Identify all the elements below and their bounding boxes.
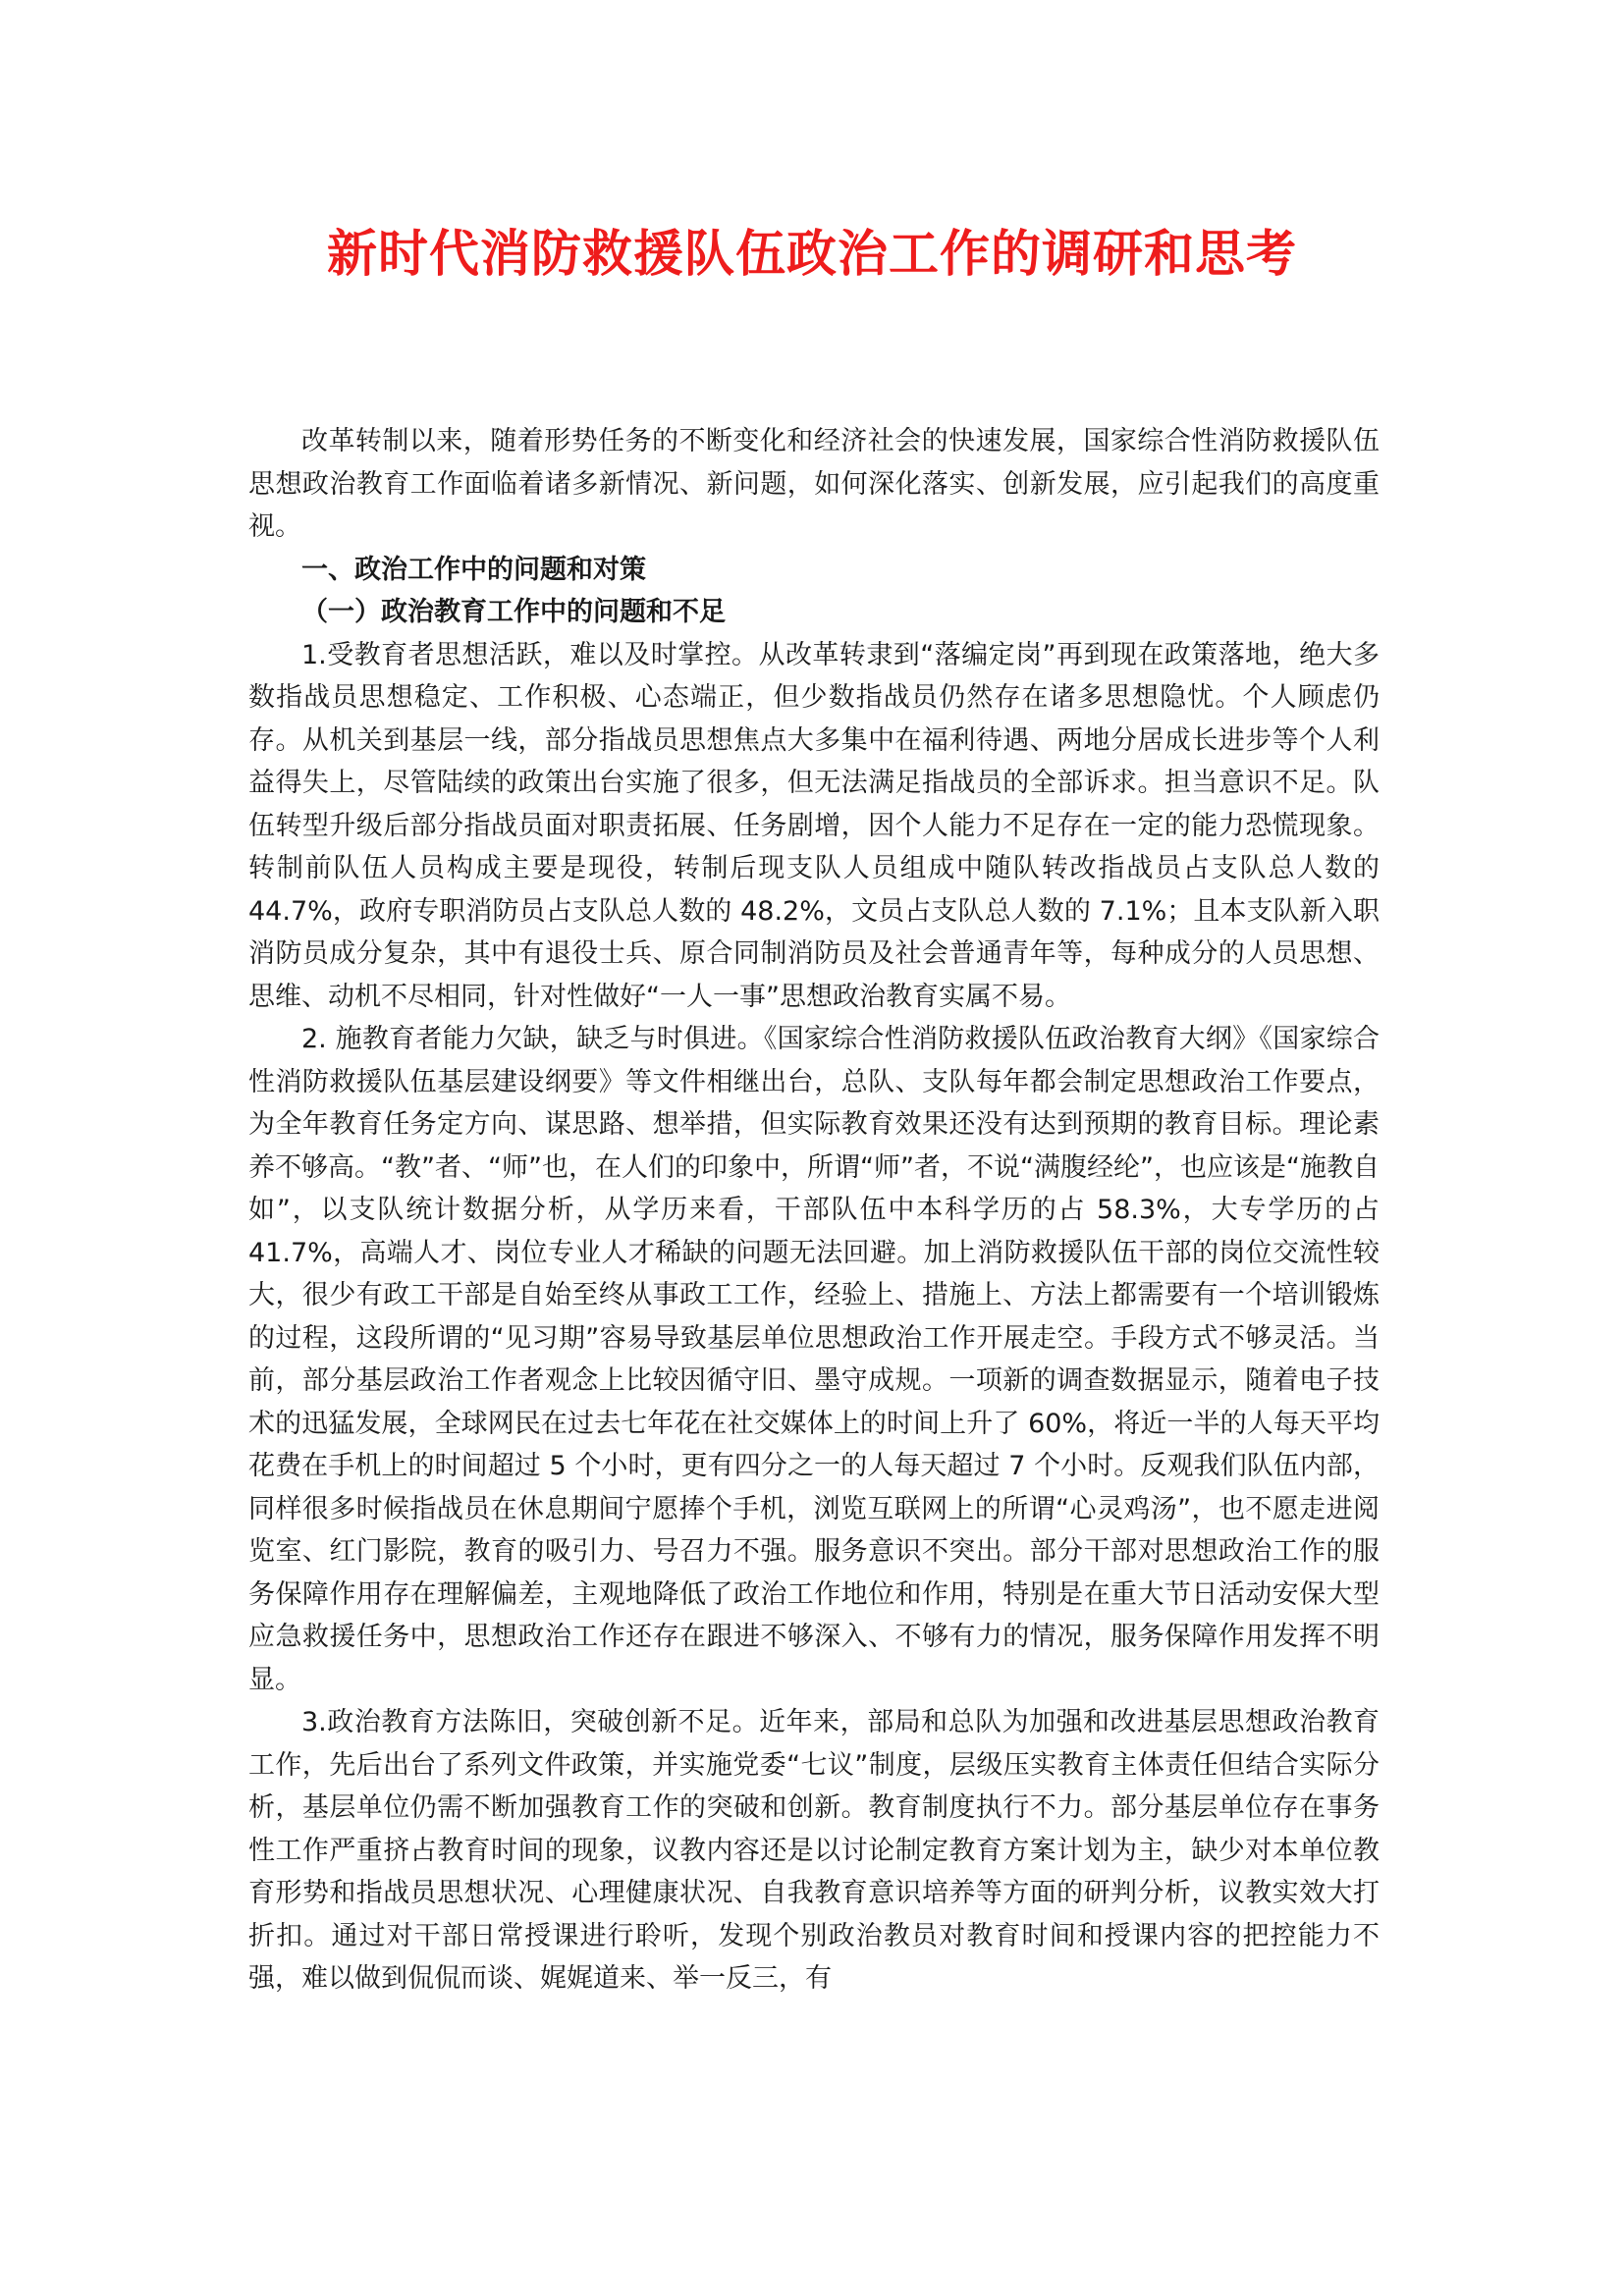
intro-paragraph: 改革转制以来，随着形势任务的不断变化和经济社会的快速发展，国家综合性消防救援队伍思想政治教育工作面临着诸多新情况、新问题，如何深化落实、创新发展，应引起我们的高度重视。 [248,426,1380,542]
body-paragraph-1: 1.受教育者思想活跃，难以及时掌控。从改革转隶到“落编定岗”再到现在政策落地，绝大多数指战员思想稳定、工作积极、心态端正，但少数指战员仍然存在诸多思想隐忧。个人顾虑仍存。从机关到基层一线，部分指战员思想焦点大多集中在福利待遇、两地分居成长进步等个人利益得失上，尽管陆续的政策出台实施了很多，但无法满足指战员的全部诉求。担当意识不足。队伍转型升级后部分指战员面对职责拓展、任务剧增，因个人能力不足存在一定的能力恐慌现象。转制前队伍人员构成主要是现役，转制后现支队人员组成中随队转改指战员占支队总人数的 44.7%，政府专职消防员占支队总人数的 48.2%，文员占支队总人数的 7.1%；且本支队新入职消防员成分复杂，其中有退役士兵、原合同制消防员及社会普通青年等，每种成分的人员思想、思维、动机不尽相同，针对性做好“一人一事”思想政治教育实属不易。 [248,639,1380,1012]
subsection-heading: （一）政治教育工作中的问题和不足 [301,597,726,627]
body-paragraph-2: 2. 施教育者能力欠缺，缺乏与时俱进。《国家综合性消防救援队伍政治教育大纲》《国家综合性消防救援队伍基层建设纲要》等文件相继出台，总队、支队每年都会制定思想政治工作要点，为全年教育任务定方向、谋思路、想举措，但实际教育效果还没有达到预期的教育目标。理论素养不够高。“教”者、“师”也，在人们的印象中，所谓“师”者，不说“满腹经纶”，也应该是“施教自如”，以支队统计数据分析，从学历来看，干部队伍中本科学历的占 58.3%，大专学历的占 41.7%，高端人才、岗位专业人才稀缺的问题无法回避。加上消防救援队伍干部的岗位交流性较大，很少有政工干部是自始至终从事政工工作，经验上、措施上、方法上都需要有一个培训锻炼的过程，这段所谓的“见习期”容易导致基层单位思想政治工作开展走空。手段方式不够灵活。当前，部分基层政治工作者观念上比较因循守旧、墨守成规。一项新的调查数据显示，随着电子技术的迅猛发展，全球网民在过去七年花在社交媒体上的时间上升了 60%，将近一半的人每天平均花费在手机上的时间超过 5 个小时，更有四分之一的人每天超过 7 个小时。反观我们队伍内部，同样很多时候指战员在休息期间宁愿捧个手机，浏览互联网上的所谓“心灵鸡汤”，也不愿走进阅览室、红门影院，教育的吸引力、号召力不强。服务意识不突出。部分干部对思想政治工作的服务保障作用存在理解偏差，主观地降低了政治工作地位和作用，特别是在重大节日活动安保大型应急救援任务中，思想政治工作还存在跟进不够深入、不够有力的情况，服务保障作用发挥不明显。 [248,1024,1380,1695]
body-paragraph-3: 3.政治教育方法陈旧，突破创新不足。近年来，部局和总队为加强和改进基层思想政治教育工作，先后出台了系列文件政策，并实施党委“七议”制度，层级压实教育主体责任但结合实际分析，基层单位仍需不断加强教育工作的突破和创新。教育制度执行不力。部分基层单位存在事务性工作严重挤占教育时间的现象，议教内容还是以讨论制定教育方案计划为主，缺少对本单位教育形势和指战员思想状况、心理健康状况、自我教育意识培养等方面的研判分析，议教实效大打折扣。通过对干部日常授课进行聆听，发现个别政治教员对教育时间和授课内容的把控能力不强，难以做到侃侃而谈、娓娓道来、举一反三，有 [248,1707,1380,1994]
document-body [248,420,1380,2001]
section-heading: 一、政治工作中的问题和对策 [301,554,646,585]
document-title: 新时代消防救援队伍政治工作的调研和思考 [326,226,1297,284]
